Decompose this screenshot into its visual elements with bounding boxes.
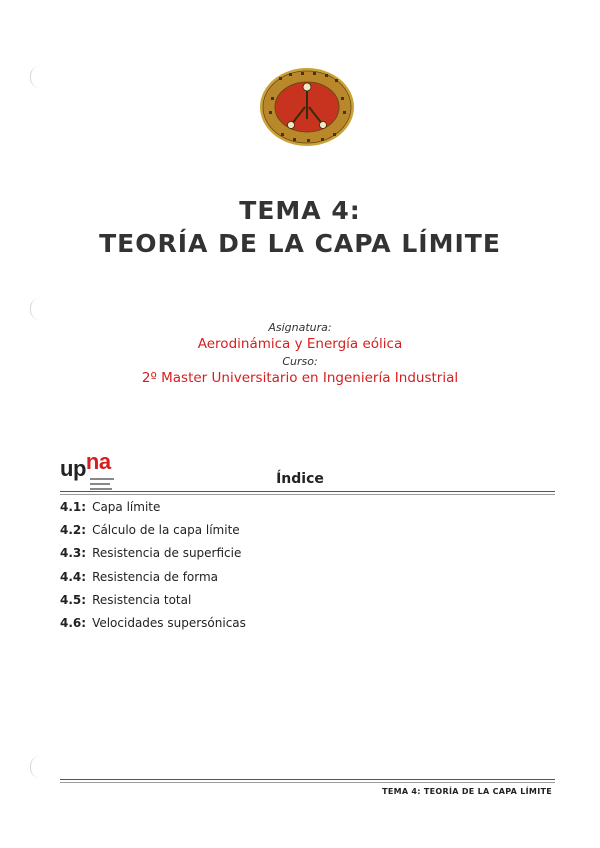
toc-item-number: 4.6: — [60, 615, 87, 630]
toc-item-label: Velocidades supersónicas — [92, 615, 246, 630]
toc-item — [60, 616, 246, 639]
binder-hole — [30, 756, 45, 778]
upna-logo-up: up — [60, 456, 86, 481]
toc-item-label: Resistencia total — [92, 592, 192, 607]
course-label: Curso: — [282, 355, 318, 368]
footer-rule-grey — [60, 782, 555, 783]
toc-item-number: 4.5: — [60, 592, 87, 607]
header-rule-red — [60, 491, 555, 492]
toc-item-label: Resistencia de forma — [92, 569, 219, 584]
toc-item — [60, 593, 246, 616]
footer-rule-red — [60, 779, 555, 780]
university-seal-logo — [259, 67, 355, 147]
title-line-2: TEORÍA DE LA CAPA LÍMITE — [99, 229, 501, 258]
upna-logo-na: na — [85, 449, 111, 474]
binder-hole — [30, 298, 45, 320]
title-line-1: TEMA 4: — [239, 196, 361, 225]
subject-label: Asignatura: — [268, 321, 332, 334]
header-rule-grey — [60, 494, 555, 495]
toc-item — [60, 523, 246, 546]
toc-item — [60, 546, 246, 569]
toc-item-number: 4.1: — [60, 500, 87, 514]
toc-item — [60, 570, 246, 593]
toc-item — [60, 500, 246, 523]
course-value: 2º Master Universitario en Ingeniería Industrial — [141, 370, 459, 386]
toc-item-number: 4.2: — [60, 523, 87, 538]
toc-item-label: Cálculo de la capa límite — [92, 523, 240, 538]
toc-item-number: 4.3: — [60, 546, 87, 561]
toc-item-label: Capa límite — [92, 500, 161, 514]
toc-item-label: Resistencia de superficie — [92, 546, 242, 561]
index-title: Índice — [276, 471, 324, 487]
binder-hole — [30, 66, 45, 88]
footer-title: TEMA 4: TEORÍA DE LA CAPA LÍMITE — [382, 787, 552, 796]
toc-item-number: 4.4: — [60, 569, 87, 584]
table-of-contents — [60, 500, 246, 639]
subject-value: Aerodinámica y Energía eólica — [197, 336, 403, 352]
logo-subtext-line — [90, 488, 112, 490]
